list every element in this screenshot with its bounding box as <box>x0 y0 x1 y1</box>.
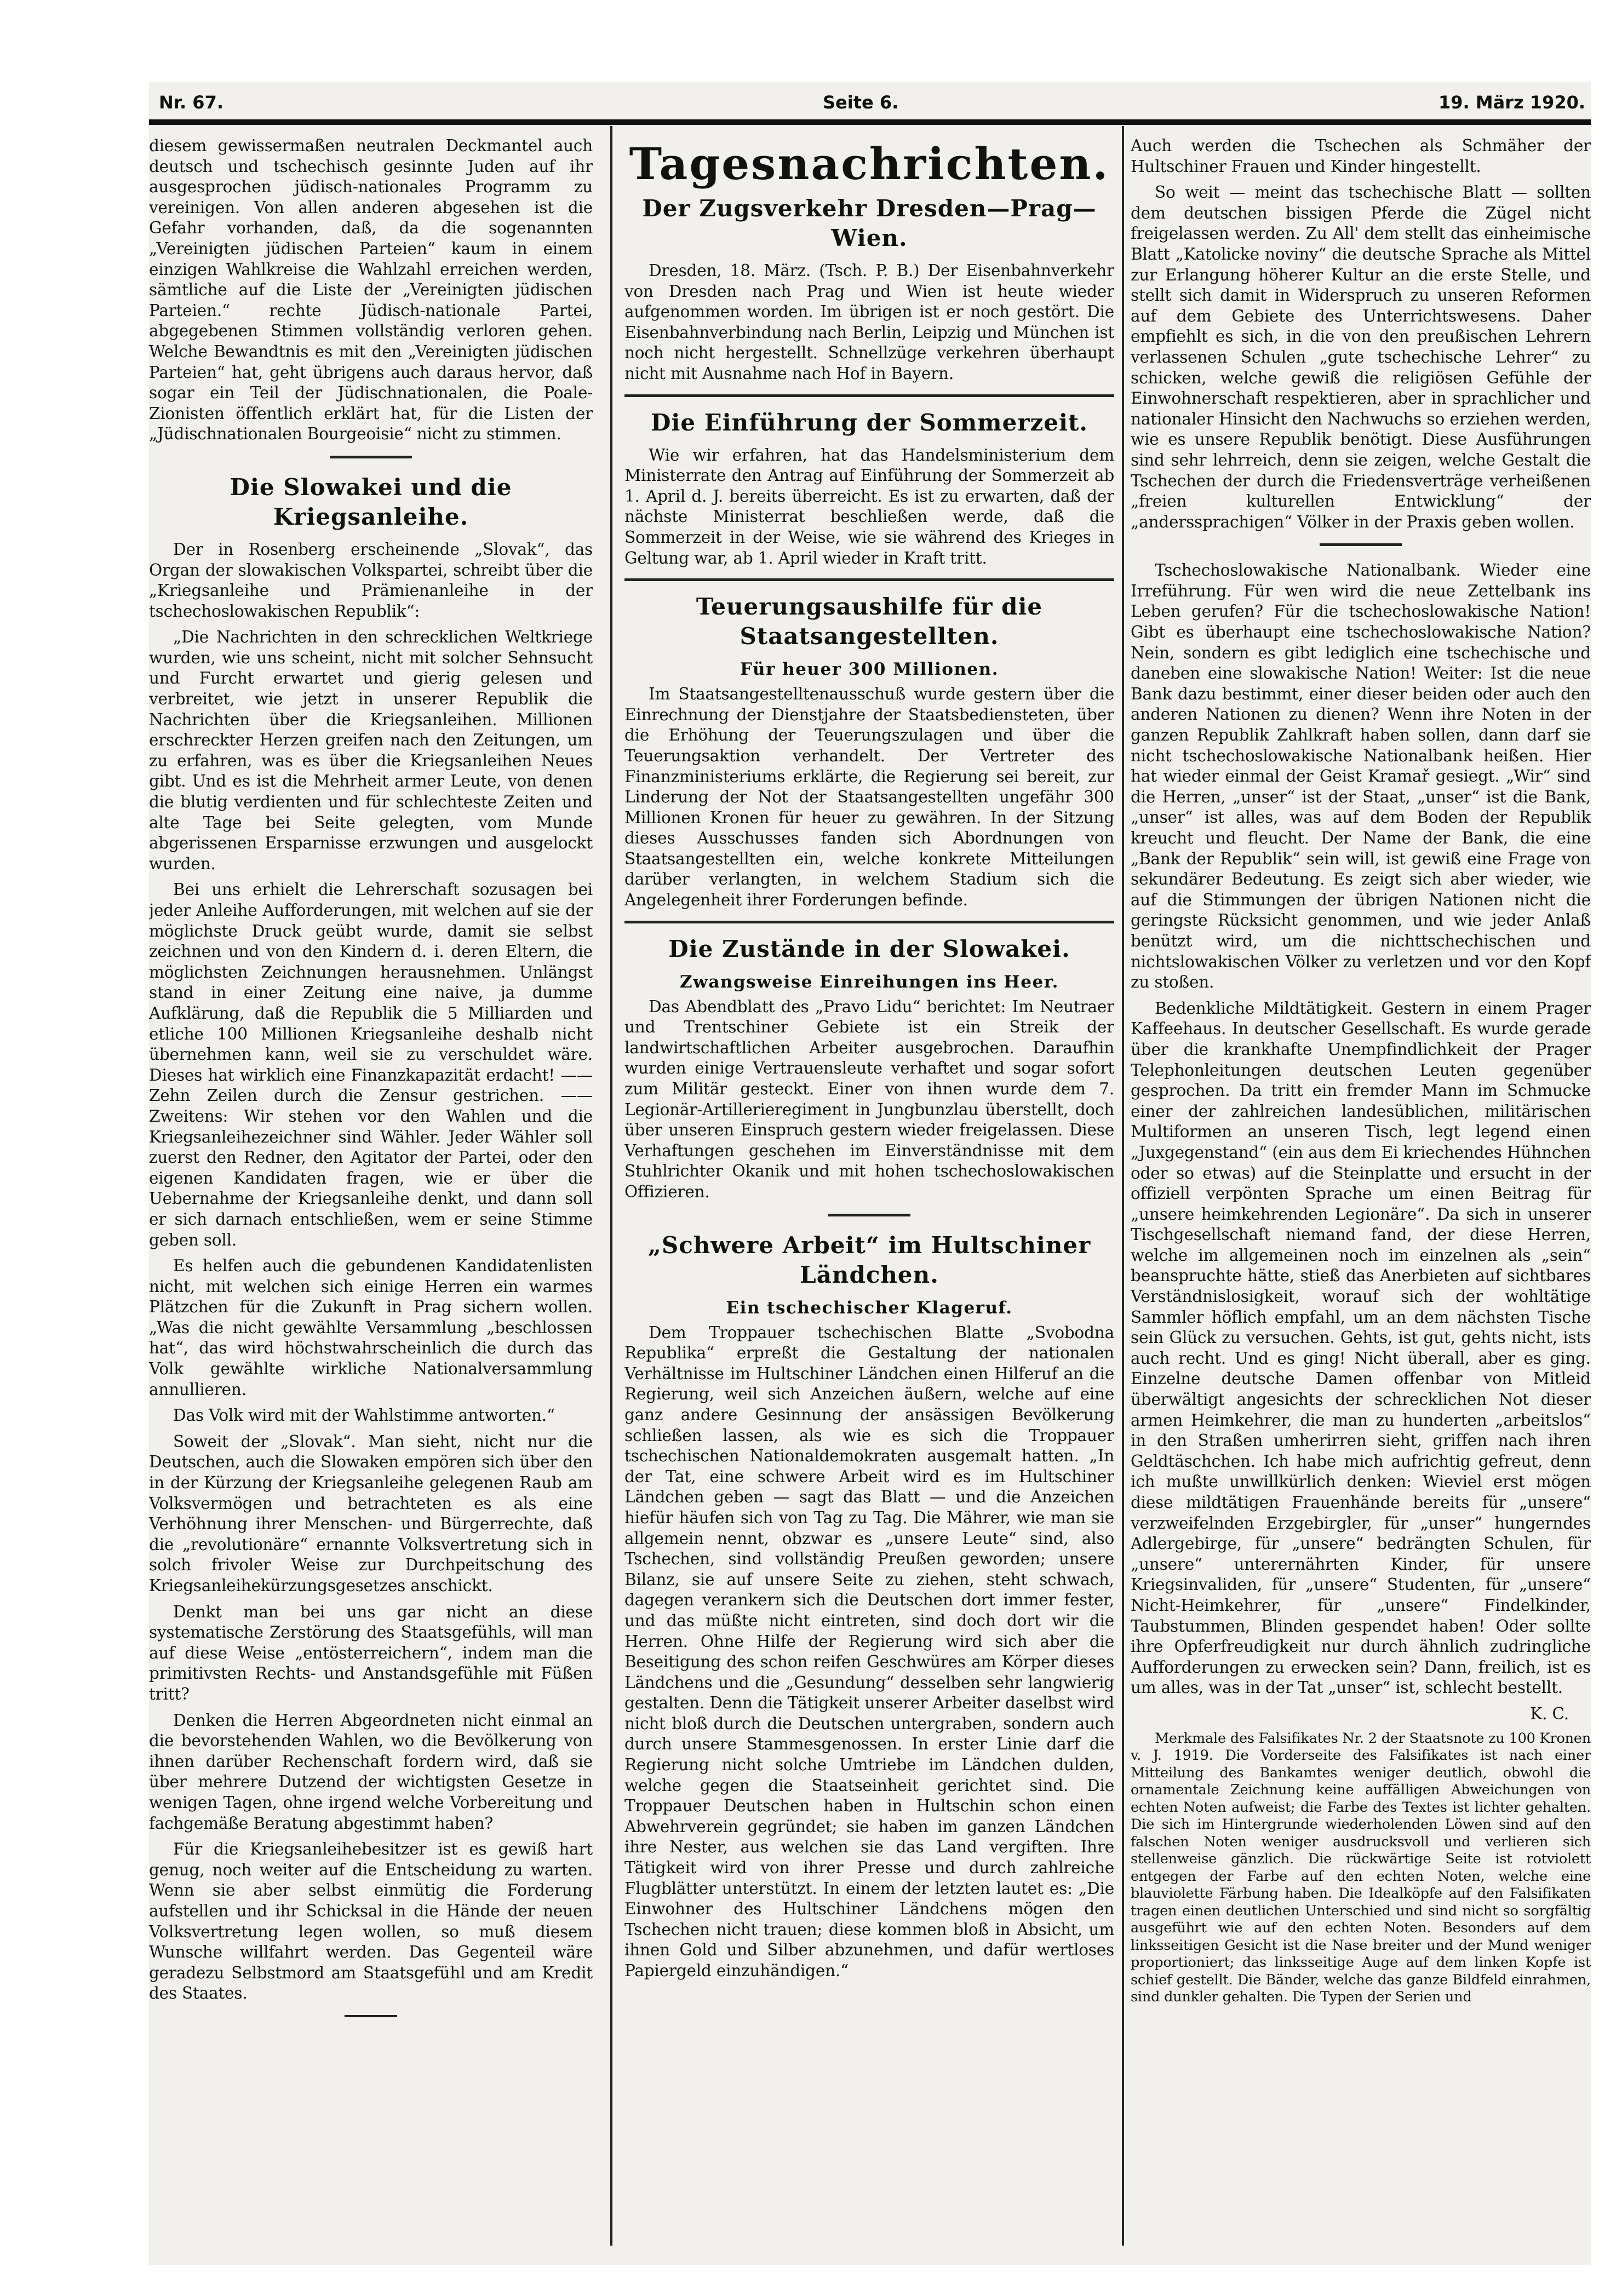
article-headline: Die Einführung der Sommerzeit. <box>650 409 1088 436</box>
article-paragraph: Das Abendblatt des „Pravo Lidu“ berichtet: Im Neutraer und Trentschiner Gebiete ist ein Streik der landwirtschaftlichen Arbeiter ausgebrochen. Daraufhin wurden einige Vertrauensleute verhaftet und sogar sofort zum Militär gesteckt. Einer von ihnen wurde dem 7. Legionär-Artillerieregiment in Jungbunzlau überstellt, doch über unseren Einspruch gestern wieder freigelassen. Diese Verhaftungen geschehen im Einverständnisse mit dem Stuhlrichter Okanik und mit hohen tschechoslowakischen Offizieren. <box>624 997 1114 1201</box>
column-left <box>149 136 593 2261</box>
article-headline: Die Slowakei und die Kriegsanleihe. <box>230 473 512 530</box>
article-separator <box>330 456 412 458</box>
page-number: Seite 6. <box>823 92 899 113</box>
article-paragraph: Tschechoslowakische Nationalbank. Wieder eine Irreführung. Für wen wird die neue Zettelbank ins Leben gerufen? Für die tschechoslowakische Nation! Gibt es überhaupt eine tschechoslowakische Nation? Nein, sondern es gibt lediglich eine tschechische und daneben eine slowakische Nation! Weiter: Ist die neue Bank dazu bestimmt, einer dieser beiden oder auch den anderen Nationen zu dienen? Wenn ihre Noten in der ganzen Republik Zahlkraft haben sollen, dann darf sie nicht tschechoslowakische Nationalbank heißen. Hier hat wieder einmal der Geist Kramař gesiegt. „Wir“ sind die Herren, „unser“ ist der Staat, „unser“ ist die Bank, „unser“ ist alles, was auf dem Boden der Republik kreucht und fleucht. Der Name der Bank, die eine „Bank der Republik“ sein will, ist gewiß eine Frage von sekundärer Bedeutung. Es zeigt sich aber wieder, wie auf die Stimmungen der übrigen Nationen nicht die geringste Rücksicht genommen, und wie jeder Anlaß benützt wird, um die nichttschechischen und nichtslowakischen Völker zu verletzen und vor den Kopf zu stoßen. <box>1131 561 1591 992</box>
article-separator <box>828 1214 910 1216</box>
section-masthead: Tagesnachrichten. <box>629 138 1110 190</box>
page-header <box>149 82 1591 120</box>
column-divider <box>610 126 612 2246</box>
article-paragraph: Es helfen auch die gebundenen Kandidatenlisten nicht, mit welchen sich einige Herren ein warmes Plätzchen für die Zukunft in Prag sichern wollen. „Was die nicht gewählte Versammlung „beschlossen hat“, das wird höchstwahrscheinlich die durch das Volk gewählte wirkliche Nationalversammlung annullieren. <box>149 1256 593 1399</box>
issue-number: Nr. 67. <box>159 92 223 113</box>
article-paragraph: Denkt man bei uns gar nicht an diese systematische Zerstörung des Staatsgefühls, will man auf diese Weise „entösterreichern“, indem man die primitivsten Rechts- und Anstandsgefühle mit Füßen tritt? <box>149 1602 593 1703</box>
issue-date: 19. März 1920. <box>1438 92 1585 113</box>
article-paragraph: Dresden, 18. März. (Tsch. P. B.) Der Eisenbahnverkehr von Dresden nach Prag und Wien ist heute wieder aufgenommen worden. Im übrigen ist er noch gestört. Die Eisenbahnverbindung nach Berlin, Leipzig und München ist noch nicht hergestellt. Schnellzüge verkehren überhaupt nicht mit Ausnahme nach Hof in Bayern. <box>624 261 1114 383</box>
article-separator <box>624 578 1114 581</box>
column-divider <box>1122 126 1124 2246</box>
article-paragraph: Im Staatsangestelltenausschuß wurde gestern über die Einrechnung der Dienstjahre der Staatsbediensteten, über die Erhöhung der Teuerungszulagen und über die Teuerungsaktion verhandelt. Der Vertreter des Finanzministeriums erklärte, die Regierung sei bereit, zur Linderung der Not der Staatsangestellten ungefähr 300 Millionen Kronen für heuer zu gewähren. In der Sitzung dieses Ausschusses fanden sich Abordnungen von Staatsangestellten ein, welche konkrete Mitteilungen darüber verlangten, in welchem Stadium sich die Angelegenheit ihrer Forderungen befinde. <box>624 685 1114 910</box>
article-paragraph: diesem gewissermaßen neutralen Deckmantel auch deutsch und tschechisch gesinnte Juden auf ihr ausgesprochen jüdisch-nationales Programm zu vereinigen. Von allen anderen abgesehen ist die Gefahr vorhanden, daß, da die sogenannten „Vereinigten jüdischen Parteien“ kaum in einem einzigen Wahlkreise die Wahlzahl erreichen werden, sämtliche auf die Liste der „Vereinigten jüdischen Parteien.“ rechte Jüdisch-nationale Partei, abgegebenen Stimmen vollständig verloren gehen. Welche Bewandtnis es mit den „Vereinigten jüdischen Parteien“ hat, geht übrigens auch daraus hervor, daß sogar ein Teil der Jüdischnationalen, die Poale-Zionisten öffentlich erklärt hat, für die Listen der „Jüdischnationalen Bourgeoisie“ nicht zu stimmen. <box>149 136 593 444</box>
article-end-rule <box>345 2015 397 2017</box>
article-paragraph: So weit — meint das tschechische Blatt — sollten dem deutschen bissigen Pferde die Zügel nicht freigelassen werden. Zu All' dem stellt das einheimische Blatt „Katolicke noviny“ die deutsche Sprache als Mittel zur Erlangung höherer Kultur an die erste Stelle, und stellt sich damit in Widerspruch zu unseren Reformen auf dem Gebiete des Unterrichtswesens. Daher empfiehlt es sich, in die von den preußischen Lehrern verlassenen Schulen „gute tschechische Lehrer“ zu schicken, welche gewiß die religiösen Gefühle der Einwohnerschaft respektieren, aber in sprachlicher und nationaler Hinsicht den Nachwuchs so erziehen werden, wie es unsere Republik benötigt. Diese Ausführungen sind sehr lehrreich, denn sie zeigen, welche Gestalt die Tschechen der durch die Friedensverträge verheißenen „freien kulturellen Entwicklung“ der „anderssprachigen“ Völker in der Praxis geben wollen. <box>1131 183 1591 531</box>
article-separator <box>624 921 1114 923</box>
article-paragraph: Bedenkliche Mildtätigkeit. Gestern in einem Prager Kaffeehaus. In deutscher Gesellschaft. Es wurde gerade über die krankhafte Unempfindlichkeit der Prager Telephonleitungen deutschen Leuten gegenüber gesprochen. Da tritt ein fremder Mann im Schmucke einer der zahlreichen landesüblichen, militärischen Multiformen an unseren Tisch, legt legend einen „Juxgegenstand“ (ein aus dem Ei kriechendes Hühnchen oder so etwas) auf die Steinplatte und ersucht in der offiziell verpönten Sprache um einen Beitrag für „unsere heimkehrenden Legionäre“. Da sich in unserer Tischgesellschaft niemand fand, der diese Herren, welche im allgemeinen noch im einzelnen als „sein“ beanspruchte hätte, stieß das Anerbieten auf sichtbares Verständnislosigkeit, worauf sich der wohltätige Sammler höflich empfahl, um an dem nächsten Tische sein Glück zu versuchen. Gehts, ist gut, gehts nicht, ists auch recht. Und es ging! Nicht überall, aber es ging. Einzelne deutsche Damen offenbar von Mitleid überwältigt angesichts der schrecklichen Not dieser armen Heimkehrer, die man zu hunderten „arbeitslos“ in den Straßen umherirren sieht, griffen nach ihren Geldtäschchen. Ich habe mich aufrichtig gefreut, denn ich mußte unwillkürlich denken: Wieviel erst mögen diese mildtätigen Frauenhände bereits für „unsere“ verzweifelnden Erzgebirgler, für „unser“ hungerndes Adlergebirge, für „unsere“ bedrängten Schulen, für „unsere“ unterernährten Kinder, für unsere Kriegsinvaliden, für „unsere“ Studenten, für „unsere“ Nicht-Heimkehrer, für „unsere“ Findelkinder, Taubstummen, Blinden gespendet haben! Oder sollte ihre Opferfreudigkeit nur durch ähnlich zudringliche Aufforderungen zu erwecken sein? Dann, freilich, ist es um alles, was in der Tat „unser“ ist, schlecht bestellt. <box>1131 998 1591 1697</box>
article-paragraph: „Die Nachrichten in den schrecklichen Weltkriege wurden, wie uns scheint, nicht mit solcher Sehnsucht und Furcht erwartet und gierig gelesen und verbreitet, wie jetzt in unserer Republik die Nachrichten über die Kriegsanleihen. Millionen erschreckter Herzen greifen nach den Zeitungen, um zu erfahren, was es über die Kriegsanleihen Neues gibt. Und es ist die Mehrheit armer Leute, von denen die blutig verdienten und für schlechteste Zeiten und alte Tage bei Seite gelegten, vom Munde abgerissenen Ersparnisse erzwungen und ausgelockt wurden. <box>149 628 593 873</box>
column-middle <box>624 136 1114 2261</box>
article-paragraph: Das Volk wird mit der Wahlstimme antworten.“ <box>173 1406 555 1425</box>
article-headline: Der Zugsverkehr Dresden—Prag—Wien. <box>642 195 1097 251</box>
column-right <box>1131 136 1591 2261</box>
article-paragraph: Der in Rosenberg erscheinende „Slovak“, das Organ der slowakischen Volkspartei, schreibt über die „Kriegsanleihe und Prämienanleihe in der tschechoslowakischen Republik“: <box>149 539 593 621</box>
article-paragraph: Für die Kriegsanleihebesitzer ist es gewiß hart genug, noch weiter auf die Entscheidung zu warten. Wenn sie aber selbst einmütig die Forderung aufstellen und ihr Schicksal in die Hände der neuen Volksvertretung legen wollen, so muß diesem Wunsche willfahrt werden. Das Gegenteil wäre geradezu Selbstmord am Staatsgefühl und am Kredit des Staates. <box>149 1840 593 2003</box>
article-paragraph: Auch werden die Tschechen als Schmäher der Hultschiner Frauen und Kinder hingestellt. <box>1131 136 1591 176</box>
article-separator <box>1320 543 1402 546</box>
article-subheadline: Zwangsweise Einreihungen ins Heer. <box>680 972 1059 992</box>
article-separator <box>624 394 1114 397</box>
article-subheadline: Ein tschechischer Klageruf. <box>726 1298 1013 1318</box>
article-paragraph: Soweit der „Slovak“. Man sieht, nicht nur die Deutschen, auch die Slowaken empören sich über den in der Kürzung der Kriegsanleihe gelegenen Raub am Volksvermögen und betrachteten es als eine Verhöhnung ihrer Menschen- und Bürgerrechte, daß die „revolutionäre“ ernannte Volksvertretung sich in solch frivoler Weise zur Durchpeitschung des Kriegsanleihekürzungsgesetzes anschickt. <box>149 1432 593 1595</box>
article-headline: „Schwere Arbeit“ im Hultschiner Ländchen. <box>647 1231 1091 1288</box>
header-rule <box>149 119 1591 125</box>
article-paragraph: Merkmale des Falsifikates Nr. 2 der Staatsnote zu 100 Kronen v. J. 1919. Die Vorderseite des Falsifikates ist nach einer Mitteilung des Bankamtes weniger deutlich, obwohl die ornamentale Zeichnung keine auffälligen Abweichungen von echten Noten aufweist; die Farbe des Textes ist lichter gehalten. Die sich im Hintergrunde wiederholenden Löwen sind auf den falschen Noten weniger ausdrucksvoll und verlieren sich stellenweise gänzlich. Die rückwärtige Seite ist rotviolett entgegen der Farbe auf den echten Noten, welche eine blauviolette Färbung haben. Die Idealköpfe auf den Falsifikaten tragen einen deutlichen Unterschied und sind nicht so sorgfältig ausgeführt wie auf den echten Noten. Besonders auf dem linksseitigen Gesicht ist die Nase breiter und der Mund weniger proportioniert; das linksseitige Auge auf dem linken Kopfe ist schief gestellt. Die Bänder, welche das ganze Bildfeld einrahmen, sind dunkler gehalten. Die Typen der Serien und <box>1131 1730 1591 2006</box>
article-subheadline: Für heuer 300 Millionen. <box>740 659 999 680</box>
newspaper-page <box>149 82 1591 2265</box>
article-paragraph: Dem Troppauer tschechischen Blatte „Svobodna Republika“ erpreßt die Gestaltung der nationalen Verhältnisse im Hultschiner Ländchen einen Hilferuf an die Regierung, weil sich Anzeichen äußern, welche auf eine ganz andere Gesinnung der ansässigen Bevölkerung schließen lassen, als wie es sich die Troppauer tschechischen Nationaldemokraten ausgemalt hatten. „In der Tat, eine schwere Arbeit wird es im Hultschiner Ländchen geben — sagt das Blatt — und die Anzeichen hiefür häufen sich von Tag zu Tag. Die Mährer, wie man sie allgemein nennt, obzwar es „unsere Leute“ sind, also Tschechen, sind vollständig Preußen geworden; unsere Bilanz, sie auf unsere Seite zu ziehen, steht schwach, dagegen verankern sich die Deutschen dort immer fester, und das müßte nicht eintreten, sind doch dort wir die Herren. Ohne Hilfe der Regierung wird sich aber die Beseitigung des schon reifen Geschwüres am Körper dieses Ländchens und die „Gesundung“ desselben sehr langwierig gestalten. Denn die Tätigkeit unserer Arbeiter daselbst wird nicht bloß durch die Deutschen untergraben, sondern auch durch unsere Stammesgenossen. In erster Linie darf die Regierung nicht solche Umtriebe im Ländchen dulden, welche gegen die Staatseinheit gerichtet sind. Die Troppauer Deutschen haben in Hultschin schon einen Abwehrverein gegründet; sie haben im ganzen Ländchen ihre Nester, aus welchen sie das Land vergiften. Ihre Tätigkeit wird von ihrer Presse und durch zahlreiche Flugblätter unterstützt. In einem der letzten lautet es: „Die Einwohner des Hultschiner Ländchens mögen den Tschechen nicht trauen; diese kommen bloß in Absicht, um ihnen Gold und Silber abzunehmen, und dafür wertloses Papiergeld einzuhändigen.“ <box>624 1323 1114 1980</box>
article-headline: Teuerungsaushilfe für die Staatsangestellten. <box>696 593 1043 650</box>
article-paragraph: Denken die Herren Abgeordneten nicht einmal an die bevorstehenden Wahlen, wo die Bevölkerung von ihnen darüber Rechenschaft fordern wird, daß sie über mehrere Dutzend der wichtigsten Gesetze in wenigen Tagen, ohne irgend welche Vorbereitung und fachgemäße Beratung abgestimmt haben? <box>149 1710 593 1833</box>
author-signature: K. C. <box>1530 1704 1569 1723</box>
article-paragraph: Wie wir erfahren, hat das Handelsministerium dem Ministerrate den Antrag auf Einführung der Sommerzeit ab 1. April d. J. bereits überreicht. Es ist zu erwarten, daß der nächste Ministerrat beschließen werde, daß die Sommerzeit in der Weise, wie sie während des Krieges in Geltung war, ab 1. April wieder in Kraft tritt. <box>624 445 1114 567</box>
article-headline: Die Zustände in der Slowakei. <box>668 935 1070 962</box>
article-paragraph: Bei uns erhielt die Lehrerschaft sozusagen bei jeder Anleihe Aufforderungen, mit welchen auf sie der möglichste Druck geübt wurde, damit sie selbst zeichnen und von den Kindern d. i. deren Eltern, die möglichsten Zeichnungen herausnehmen. Unlängst stand in einer Zeitung eine naive, ja dumme Aufklärung, daß die Republik die 5 Milliarden und etliche 100 Millionen Kriegsanleihe deshalb nicht übernehmen kann, weil sie zu verschuldet wäre. Dieses hat wirklich eine Finanzkapazität erdacht! —— Zehn Zeilen durch die Zensur gestrichen. —— Zweitens: Wir stehen vor den Wahlen und die Kriegsanleihezeichner sind Wähler. Jeder Wähler soll zuerst den Redner, den Agitator der Partei, oder den eigenen Kandidaten fragen, wie er über die Uebernahme der Kriegsanleihe denkt, und dann soll er sich darnach entschließen, wem er seine Stimme geben soll. <box>149 880 593 1249</box>
